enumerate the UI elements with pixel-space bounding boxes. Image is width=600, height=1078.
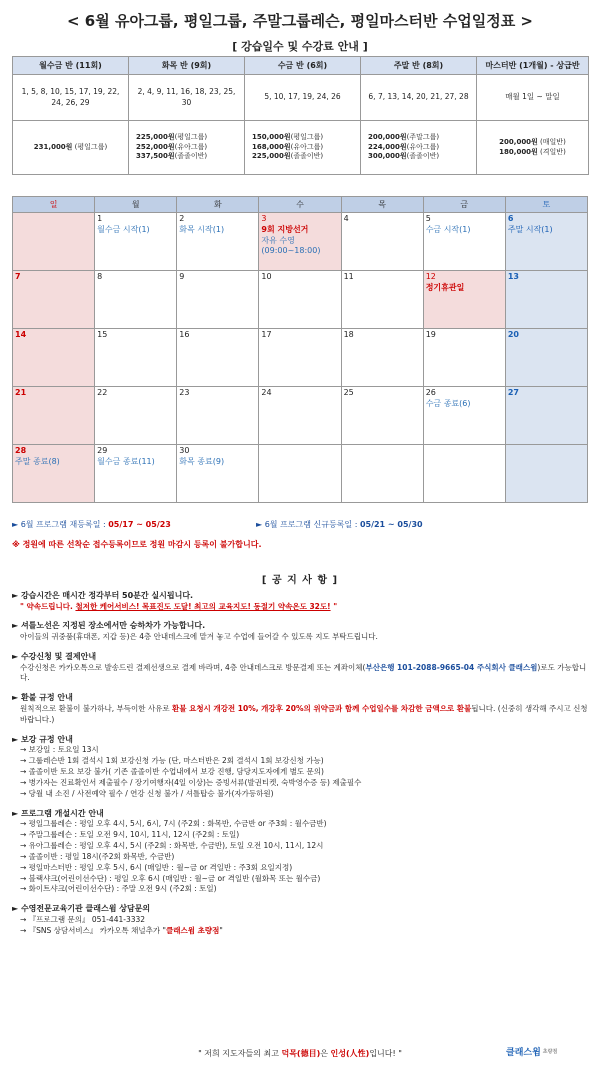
calendar-event: 수금 시작(1)	[425, 224, 471, 234]
calendar-day-cell	[505, 387, 587, 445]
calendar-day-cell	[505, 329, 587, 387]
calendar-day-number: 14	[15, 330, 27, 339]
calendar-day-number: 1	[97, 214, 103, 223]
calendar-week-row	[13, 329, 588, 387]
calendar-day-number: 16	[179, 330, 190, 339]
notice-line: → 유아그룹레슨 : 평일 오후 4시, 5시 (주2회 : 화목반, 수금반), 토일 오전 10시, 11시, 12시	[20, 840, 324, 850]
page-title: < 6월 유아그룹, 평일그룹, 주말그룹레슨, 평일마스터반 수업일정표 >	[67, 12, 533, 30]
fee-header: 수금 반 (6회)	[245, 57, 361, 75]
calendar-day-cell	[341, 213, 423, 271]
contact-phone: → 『프로그램 문의』 051-441-3332	[20, 914, 146, 924]
notice-line: → 병가자는 진료확인서 제출필수 / 장기여행자(4일 이상)는 증빙서류(발권티켓, 숙박영수증 등) 제출필수	[20, 777, 362, 787]
fee-dates-row	[13, 75, 589, 121]
calendar-day-number: 9	[179, 272, 185, 281]
calendar-day-cell	[341, 445, 423, 503]
calendar-day-number: 12	[425, 272, 436, 281]
calendar-day-cell	[13, 213, 95, 271]
notice-class-time	[12, 590, 590, 612]
notice-line: → 졸졸이반 토요 보강 불가( 기존 졸졸이반 수업내에서 보강 진행, 담당지도자에게 별도 문의)	[20, 766, 324, 776]
calendar-week-row	[13, 445, 588, 503]
weekday-header: 일	[13, 197, 95, 213]
fee-dates: 5, 10, 17, 19, 24, 26	[245, 75, 361, 121]
notice-refund	[12, 692, 590, 725]
registration-warning: ※ 정원에 따른 선착순 접수등록이므로 정원 마감시 등록이 불가합니다.	[12, 540, 262, 549]
brand-logo: 클래스윔 초량점	[506, 1047, 558, 1058]
calendar-day-cell	[505, 271, 587, 329]
notice-heading: ► 강습시간은 매시간 정각부터 50분간 실시됩니다.	[12, 591, 194, 600]
calendar-holiday-label: 정기휴관일	[425, 282, 465, 292]
notice-line: → 보강일 : 토요일 13시	[20, 745, 99, 755]
fee-dates: 1, 5, 8, 10, 15, 17, 19, 22, 24, 26, 29	[13, 75, 129, 121]
calendar-day-cell	[423, 445, 505, 503]
notice-shuttle	[12, 620, 590, 642]
calendar-day-cell	[259, 387, 341, 445]
calendar-day-cell	[177, 329, 259, 387]
calendar-day-number: 8	[97, 272, 103, 281]
calendar-weekday-row	[13, 197, 588, 213]
calendar-day-cell	[259, 445, 341, 503]
calendar-event: 수금 종료(6)	[425, 398, 471, 408]
weekday-header: 수	[259, 197, 341, 213]
notice-heading: ► 보강 규정 안내	[12, 734, 73, 744]
calendar-day-cell	[13, 329, 95, 387]
notice-heading: ► 수영전문교육기관 클래스윔 상담문의	[12, 904, 151, 914]
calendar-day-number: 10	[261, 272, 272, 281]
calendar-day-cell	[13, 271, 95, 329]
calendar-day-number: 17	[261, 330, 272, 339]
weekday-header: 월	[95, 197, 177, 213]
fee-table	[12, 56, 589, 175]
calendar-event: 주말 종료(8)	[15, 456, 60, 466]
calendar-day-cell	[423, 387, 505, 445]
notice-heading: ► 환불 규정 안내	[12, 693, 73, 703]
notice-schedule	[12, 808, 590, 896]
calendar-day-cell	[95, 329, 177, 387]
weekday-header: 토	[505, 197, 587, 213]
calendar-day-number: 4	[343, 214, 349, 223]
notice-heading: ► 수강신청 및 결제안내	[12, 651, 97, 661]
calendar-day-number: 7	[15, 272, 21, 281]
calendar-day-cell	[259, 329, 341, 387]
fee-price: 231,000원 (평일그룹)	[13, 121, 129, 175]
weekday-header: 화	[177, 197, 259, 213]
calendar-event: 화목 시작(1)	[179, 224, 225, 234]
notice-line: → 졸졸이반 : 평일 18시(주2회 화목반, 수금반)	[20, 851, 175, 861]
reregistration-period: ► 6월 프로그램 재등록일 : 05/17 ~ 05/23	[12, 520, 171, 529]
fee-dates: 2, 4, 9, 11, 16, 18, 23, 25, 30	[129, 75, 245, 121]
weekday-header: 목	[341, 197, 423, 213]
calendar-day-number: 3	[261, 214, 267, 223]
calendar-day-cell	[423, 271, 505, 329]
fee-price: 150,000원(평일그룹) 168,000원(유아그룹) 225,000원(졸졸이반)	[245, 121, 361, 175]
calendar-day-cell	[505, 445, 587, 503]
notice-heading: ► 프로그램 개설시간 안내	[12, 808, 104, 818]
calendar-day-cell	[177, 445, 259, 503]
calendar-day-cell	[505, 213, 587, 271]
calendar-event: 화목 종료(9)	[179, 456, 225, 466]
calendar-week-row	[13, 387, 588, 445]
fee-header-row	[13, 57, 589, 75]
notice-promise: " 약속드립니다. 철저한 케어서비스! 목표진도 도달! 최고의 교육지도! 동절기 약속온도 32도! "	[20, 601, 338, 611]
footer-slogan: " 저희 지도자들의 최고 덕목(德目)은 인성(人性)입니다! "	[198, 1049, 402, 1058]
calendar-day-cell	[13, 445, 95, 503]
fee-prices-row	[13, 121, 589, 175]
notice-line: → 그룹레슨반 1회 결석시 1회 보강신청 가능 (단, 마스터반은 2회 결석시 1회 보강신청 가능)	[20, 756, 324, 766]
calendar-day-number: 24	[261, 388, 272, 397]
calendar-day-cell	[259, 213, 341, 271]
notice-text: 수강신청은 카카오톡으로 발송드린 결제선생으로 결제 바라며, 4층 안내데스크로 방문결제 또는 계좌이체(부산은행 101-2088-9665-04 주식회사 클래스윔)로도 가능합니다.	[20, 662, 587, 683]
calendar-day-cell	[177, 271, 259, 329]
fee-header: 월수금 반 (11회)	[13, 57, 129, 75]
fee-header: 화목 반 (9회)	[129, 57, 245, 75]
calendar-day-number: 21	[15, 388, 27, 397]
calendar-day-number: 5	[425, 214, 431, 223]
notice-line: → 주말그룹레슨 : 토일 오전 9시, 10시, 11시, 12시 (주2회 : 토일)	[20, 830, 240, 840]
notice-line: → 평일그룹레슨 : 평일 오후 4시, 5시, 6시, 7시 (주2회 : 화목반, 수금반 or 주3회 : 월수금반)	[20, 819, 327, 829]
calendar-day-number: 29	[97, 446, 108, 455]
fee-dates: 6, 7, 13, 14, 20, 21, 27, 28	[361, 75, 477, 121]
fee-price: 225,000원(평일그룹) 252,000원(유아그룹) 337,500원(졸졸이반)	[129, 121, 245, 175]
calendar-event: 월수금 시작(1)	[97, 224, 150, 234]
contact-sns: → 『SNS 상담서비스』 카카오톡 채널추가 "클래스윔 초량점"	[20, 925, 223, 935]
calendar-day-cell	[423, 213, 505, 271]
calendar-day-number: 6	[507, 214, 514, 223]
notice-contact	[12, 903, 590, 936]
calendar-week-row	[13, 271, 588, 329]
notice-text: 원칙적으로 환불이 불가하나, 부득이한 사유로 환불 요청시 개강전 10%, 개강후 20%의 위약금과 함께 수업일수를 차감한 금액으로 환불됩니다. (신중히 생각해 주시고 신청 바랍니다.)	[20, 703, 588, 724]
calendar-day-cell	[177, 213, 259, 271]
notice-line: → 당월 내 소진 / 사전예약 필수 / 연강 신청 불가 / 셔틀탑승 불가(자가등하원)	[20, 788, 274, 798]
calendar-day-number: 30	[179, 446, 190, 455]
fee-header: 마스터반 (1개월) - 상급반	[477, 57, 589, 75]
calendar-week-row	[13, 213, 588, 271]
notice-list	[12, 590, 590, 945]
calendar-day-number: 18	[343, 330, 354, 339]
calendar-event: 주말 시작(1)	[507, 224, 553, 234]
calendar-holiday-label: 9회 지방선거	[261, 224, 309, 234]
calendar-day-cell	[13, 387, 95, 445]
calendar-day-number: 2	[179, 214, 185, 223]
calendar-day-number: 23	[179, 388, 190, 397]
calendar-day-number: 19	[425, 330, 436, 339]
calendar	[12, 196, 588, 503]
calendar-day-number: 26	[425, 388, 436, 397]
fee-price: 200,000원 (매일반) 180,000원 (격일반)	[477, 121, 589, 175]
notice-makeup	[12, 734, 590, 800]
fee-section-title: [ 강습일수 및 수강료 안내 ]	[232, 40, 368, 53]
calendar-day-cell	[341, 387, 423, 445]
calendar-day-number: 13	[507, 272, 519, 281]
notice-payment	[12, 651, 590, 684]
calendar-event: 자유 수영	[261, 235, 295, 245]
calendar-day-cell	[341, 271, 423, 329]
notice-line: → 블랙샤크(어린이선수단) : 평일 오후 6시 (매일반 : 월~금 or 격일반 (월화목 또는 월수금)	[20, 873, 321, 883]
calendar-day-number: 20	[507, 330, 519, 339]
calendar-day-cell	[95, 387, 177, 445]
calendar-day-number: 11	[343, 272, 354, 281]
notice-heading: ► 셔틀노선은 지정된 장소에서만 승하차가 가능합니다.	[12, 621, 206, 631]
calendar-day-cell	[95, 213, 177, 271]
calendar-day-cell	[423, 329, 505, 387]
calendar-day-number: 22	[97, 388, 108, 397]
calendar-day-cell	[259, 271, 341, 329]
calendar-day-cell	[177, 387, 259, 445]
notice-title: [ 공 지 사 항 ]	[261, 575, 339, 586]
new-registration-period: ► 6월 프로그램 신규등록일 : 05/21 ~ 05/30	[256, 520, 423, 529]
calendar-day-cell	[341, 329, 423, 387]
calendar-day-cell	[95, 271, 177, 329]
notice-line: → 평일마스터반 : 평일 오후 5시, 6시 (매일반 : 월~금 or 격일반 : 주3회 요일지정)	[20, 862, 293, 872]
calendar-day-number: 27	[507, 388, 519, 397]
fee-price: 200,000원(주말그룹) 224,000원(유아그룹) 300,000원(졸졸이반)	[361, 121, 477, 175]
calendar-event: 월수금 종료(11)	[97, 456, 155, 466]
calendar-event: (09:00~18:00)	[261, 246, 321, 256]
calendar-day-number: 28	[15, 446, 27, 455]
fee-header: 주말 반 (8회)	[361, 57, 477, 75]
fee-dates: 매월 1일 ~ 말일	[477, 75, 589, 121]
calendar-day-number: 15	[97, 330, 108, 339]
notice-line: → 화이트샤크(어린이선수단) : 주말 오전 9시 (주2회 : 토일)	[20, 884, 217, 894]
calendar-day-number: 25	[343, 388, 354, 397]
notice-text: 아이들의 귀중품(휴대폰, 지갑 등)은 4층 안내데스크에 맡겨 놓고 수업에 들어갈 수 있도록 지도 부탁드립니다.	[20, 632, 378, 642]
calendar-day-cell	[95, 445, 177, 503]
weekday-header: 금	[423, 197, 505, 213]
